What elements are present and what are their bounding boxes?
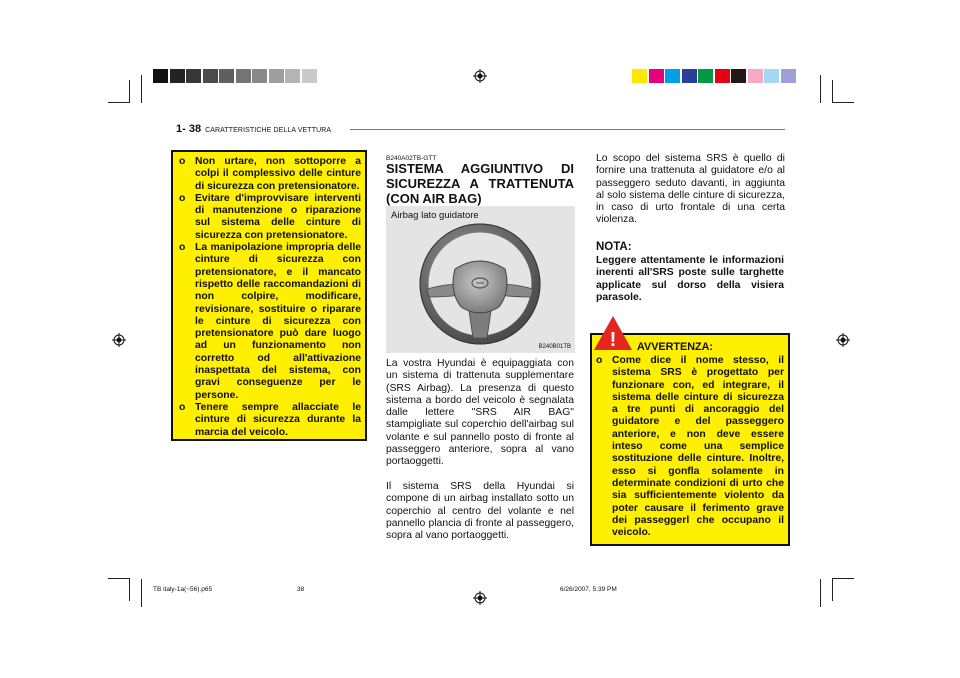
calibration-swatch: [302, 69, 317, 83]
calibration-swatch: [170, 69, 185, 83]
calibration-swatch: [764, 69, 779, 83]
note-heading: NOTA:: [596, 241, 632, 253]
calibration-swatch: [285, 69, 300, 83]
figure-caption: Airbag lato guidatore: [391, 210, 479, 221]
paragraph: Lo scopo del sistema SRS è quello di fornire una trattenuta al guidatore e/o al passeggero seduto davanti, in aggiunta al solo sistema delle cinture di sicurezza, in caso di urto frontale di una certa violenza.: [596, 153, 785, 226]
page-header: [176, 123, 331, 135]
registration-mark-icon: [473, 69, 487, 83]
steering-wheel-figure: [386, 206, 575, 353]
grey-calibration-bar: [153, 69, 318, 83]
calibration-swatch: [649, 69, 664, 83]
calibration-swatch: [203, 69, 218, 83]
calibration-swatch: [781, 69, 796, 83]
warning-symbol: !: [609, 329, 617, 351]
page-number: 1- 38: [176, 123, 202, 135]
calibration-swatch: [236, 69, 251, 83]
caution-item: o Evitare d'improvvisare interventi di manutenzione o riparazione sul sistema delle cinture di sicurezza con pretensionatore.: [179, 193, 361, 242]
section-title-srs: SISTEMA AGGIUNTIVO DI SICUREZZA A TRATTENUTA (CON AIR BAG): [386, 161, 574, 206]
warning-list: [596, 355, 784, 539]
srs-description: [386, 358, 574, 555]
note-text: Leggere attentamente le informazioni inerenti all'SRS poste sulle targhette applicate sul dorso della visiera parasole.: [596, 255, 784, 303]
footer-page: 38: [297, 586, 305, 593]
warning-heading: AVVERTENZA:: [637, 341, 713, 353]
calibration-swatch: [698, 69, 713, 83]
caution-box: [171, 150, 367, 441]
calibration-swatch: [632, 69, 647, 83]
calibration-swatch: [186, 69, 201, 83]
registration-mark-icon: [836, 333, 850, 347]
calibration-swatch: [715, 69, 730, 83]
footer-filename: TB italy-1a(~56).p65: [153, 586, 213, 593]
warning-triangle-icon: [593, 315, 633, 351]
calibration-swatch: [269, 69, 284, 83]
header-divider: [350, 129, 785, 130]
calibration-swatch: [153, 69, 168, 83]
color-calibration-bar: [632, 69, 797, 83]
caution-item: o Non urtare, non sottoporre a colpi il complessivo delle cinture di sicurezza con pretensionatore.: [179, 156, 361, 193]
calibration-swatch: [665, 69, 680, 83]
calibration-swatch: [748, 69, 763, 83]
caution-item: o La manipolazione impropria delle cinture di sicurezza con pretensionatore, e il mancato rispetto delle raccomandazioni di non colpire, modificare, revisionare, sostituire o riparare le cinture di sicurezza con pretensionatore può dare luogo ad un funzionamento non corretto od all'attivazione inaspettata del sistema, con gravi conseguenze per le persone.: [179, 242, 361, 402]
srs-purpose: [596, 153, 785, 239]
caution-item: o Tenere sempre allacciate le cinture di sicurezza durante la marcia del veicolo.: [179, 402, 361, 439]
paragraph: Il sistema SRS della Hyundai si compone di un airbag installato sotto un coperchio al centro del volante e nel pannello plancia di fronte al passeggero, sopra al vano portaoggetti.: [386, 480, 574, 542]
registration-mark-icon: [473, 591, 487, 605]
steering-wheel-icon: [419, 223, 541, 345]
registration-mark-icon: [112, 333, 126, 347]
calibration-swatch: [731, 69, 746, 83]
footer-date: 6/26/2007, 5:39 PM: [560, 586, 617, 593]
caution-list: [179, 156, 361, 439]
calibration-swatch: [252, 69, 267, 83]
calibration-swatch: [682, 69, 697, 83]
warning-item: o Come dice il nome stesso, il sistema SRS è progettato per funzionare con, ed integrare, il sistema delle cinture di sicurezza a tre punti di ancoraggio del guidatore e del passeggero anteriore, e non deve essere inteso come una semplice sostituzione delle cinture. Inoltre, esso si gonfla solamente in determinate condizioni di urto che sia sufficientemente violento da poter causare il ferimento grave dei passeggerl che occupano il veicolo.: [596, 355, 784, 539]
section-title: CARATTERISTICHE DELLA VETTURA: [205, 127, 332, 134]
paragraph: La vostra Hyundai è equipaggiata con un sistema di trattenuta supplementare (SRS Airbag). La presenza di questo sistema a bordo del veicolo è segnalata dalle lettere "SRS AIR BAG" stampigliate sul coperchio dell'airbag sul volante e sul pannello posto di fronte al passeggero anteriore, sopra al vano portaoggetti.: [386, 358, 574, 468]
section-code: B240A02TB-GTT: [386, 155, 437, 162]
figure-code: B240B01TB: [538, 344, 571, 350]
calibration-swatch: [219, 69, 234, 83]
